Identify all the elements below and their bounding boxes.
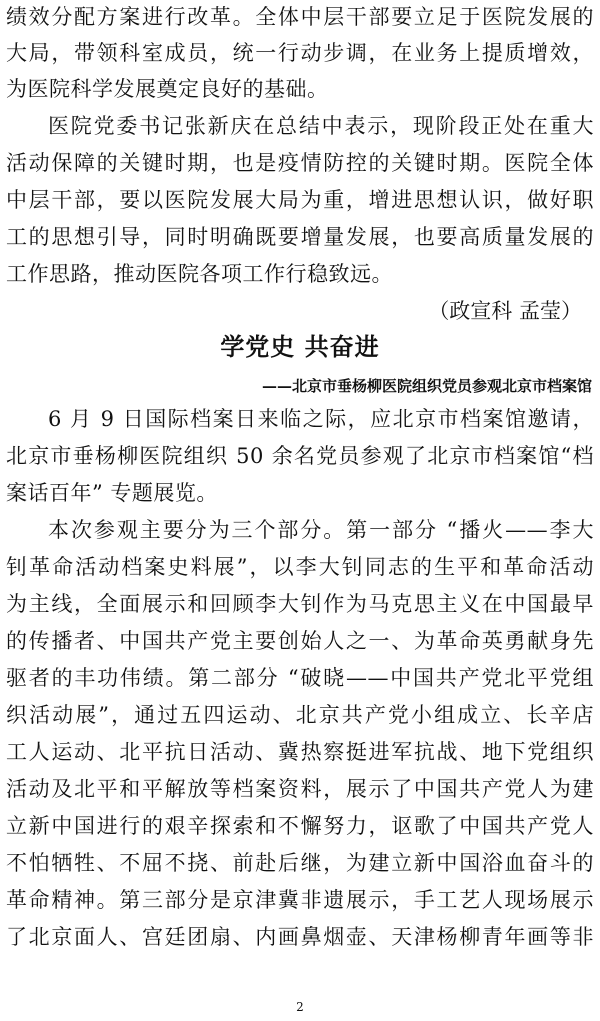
paragraph-4-line-6: 织活动展”，通过五四运动、北京共产党小组成立、长辛店 <box>6 703 594 727</box>
paragraph-4-line-3: 为主线，全面展示和回顾李大钊作为马克思主义在中国最早 <box>6 592 594 616</box>
paragraph-2-line-3: 中层干部，要以医院发展大局为重，增进思想认识，做好职 <box>6 188 594 212</box>
author-signature: （政宣科 孟莹） <box>428 299 582 323</box>
paragraph-3-line-2: 北京市垂杨柳医院组织 50 余名党员参观了北京市档案馆“档 <box>6 444 594 468</box>
paragraph-4-line-11: 革命精神。第三部分是京津冀非遗展示，手工艺人现场展示 <box>6 888 594 912</box>
paragraph-4-line-5: 驱者的丰功伟绩。第二部分 “破晓——中国共产党北平党组 <box>6 666 594 690</box>
article-subtitle: ——北京市垂杨柳医院组织党员参观北京市档案馆 <box>261 377 592 395</box>
article-title: 学党史 共奋进 <box>220 333 380 361</box>
paragraph-2-line-1: 医院党委书记张新庆在总结中表示，现阶段正处在重大 <box>48 114 594 138</box>
paragraph-3-line-3: 案话百年” 专题展览。 <box>6 481 218 505</box>
paragraph-4-line-4: 的传播者、中国共产党主要创始人之一、为革命英勇献身先 <box>6 629 594 653</box>
paragraph-4-line-1: 本次参观主要分为三个部分。第一部分 “播火——李大 <box>48 518 594 542</box>
paragraph-4-line-10: 不怕牺牲、不屈不挠、前赴后继，为建立新中国浴血奋斗的 <box>6 851 594 875</box>
paragraph-2-line-2: 活动保障的关键时期，也是疫情防控的关键时期。医院全体 <box>6 151 594 175</box>
page-number: 2 <box>296 1000 304 1014</box>
paragraph-4-line-7: 工人运动、北平抗日活动、冀热察挺进军抗战、地下党组织 <box>6 740 594 764</box>
paragraph-4-line-8: 活动及北平和平解放等档案资料，展示了中国共产党人为建 <box>6 777 594 801</box>
paragraph-1-line-2: 大局，带领科室成员，统一行动步调，在业务上提质增效， <box>6 41 594 65</box>
paragraph-4-line-2: 钊革命活动档案史料展”，以李大钊同志的生平和革命活动 <box>6 555 594 579</box>
paragraph-2-line-4: 工的思想引导，同时明确既要增量发展，也要高质量发展的 <box>6 225 594 249</box>
paragraph-4-line-9: 立新中国进行的艰辛探索和不懈努力，讴歌了中国共产党人 <box>6 814 594 838</box>
paragraph-1-line-3: 为医院科学发展奠定良好的基础。 <box>6 77 329 101</box>
paragraph-2-line-5: 工作思路，推动医院各项工作行稳致远。 <box>6 262 393 286</box>
paragraph-4-line-12: 了北京面人、宫廷团扇、内画鼻烟壶、天津杨柳青年画等非 <box>6 925 594 949</box>
paragraph-1-line-1: 绩效分配方案进行改革。全体中层干部要立足于医院发展的 <box>6 5 594 29</box>
paragraph-3-line-1: 6 月 9 日国际档案日来临之际，应北京市档案馆邀请， <box>48 407 594 431</box>
